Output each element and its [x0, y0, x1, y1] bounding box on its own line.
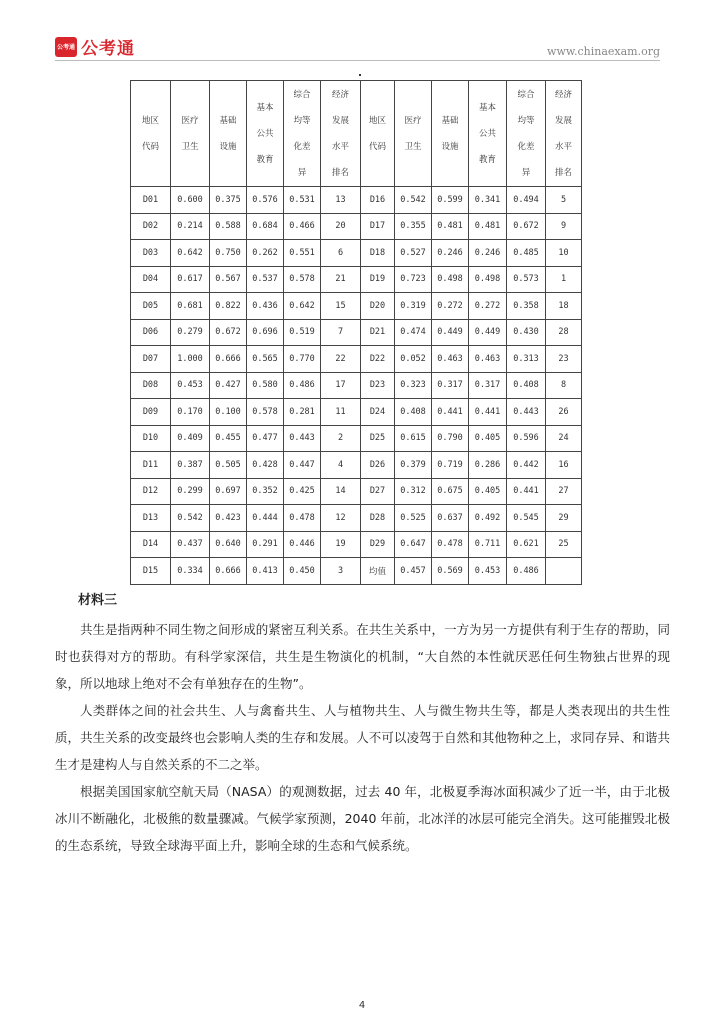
table-cell: D01: [131, 187, 171, 214]
table-cell: 0.481: [469, 213, 507, 240]
table-cell: D17: [361, 213, 395, 240]
table-cell: 0.478: [284, 505, 321, 532]
table-cell: 0.599: [432, 187, 469, 214]
table-cell: 1: [546, 266, 582, 293]
table-cell: 19: [321, 531, 361, 558]
table-cell: 0.341: [469, 187, 507, 214]
table-cell: D25: [361, 425, 395, 452]
table-cell: 0.486: [284, 372, 321, 399]
table-cell: 0.770: [284, 346, 321, 373]
table-cell: 3: [321, 558, 361, 585]
table-cell: 0.358: [507, 293, 546, 320]
table-cell: 0.214: [171, 213, 210, 240]
table-cell: 0.750: [210, 240, 247, 267]
table-cell: 0.430: [507, 319, 546, 346]
table-cell: 29: [546, 505, 582, 532]
table-cell: 0.319: [395, 293, 432, 320]
table-cell: 0.498: [432, 266, 469, 293]
table-cell: 0.565: [247, 346, 284, 373]
table-cell: 23: [546, 346, 582, 373]
table-body: [131, 187, 582, 585]
table-cell: D19: [361, 266, 395, 293]
table-cell: 0.684: [247, 213, 284, 240]
table-cell: 0.317: [432, 372, 469, 399]
table-cell: 0.281: [284, 399, 321, 426]
table-cell: 0.578: [247, 399, 284, 426]
table-cell: 0.463: [432, 346, 469, 373]
table-cell: 8: [546, 372, 582, 399]
table-cell: 0.246: [469, 240, 507, 267]
table-cell: 0.822: [210, 293, 247, 320]
column-header: 基础 设施: [210, 81, 247, 187]
table-row: [131, 346, 582, 373]
table-cell: 0.427: [210, 372, 247, 399]
table-cell: 0.262: [247, 240, 284, 267]
table-cell: 0.387: [171, 452, 210, 479]
site-url[interactable]: www.chinaexam.org: [547, 45, 660, 58]
table-cell: 0.100: [210, 399, 247, 426]
table-cell: 0.637: [432, 505, 469, 532]
table-cell: D09: [131, 399, 171, 426]
table-cell: 0.519: [284, 319, 321, 346]
table-cell: D18: [361, 240, 395, 267]
table-cell: 0.355: [395, 213, 432, 240]
table-cell: 0.246: [432, 240, 469, 267]
table-cell: 0.567: [210, 266, 247, 293]
table-cell: D07: [131, 346, 171, 373]
table-cell: 0.481: [432, 213, 469, 240]
table-cell: 0.405: [469, 425, 507, 452]
table-cell: 21: [321, 266, 361, 293]
table-cell: 18: [546, 293, 582, 320]
table-cell: 0.485: [507, 240, 546, 267]
table-cell: 0.286: [469, 452, 507, 479]
table-cell: 0.478: [432, 531, 469, 558]
table-cell: 28: [546, 319, 582, 346]
column-header: 经济 发展 水平 排名: [321, 81, 361, 187]
table-cell: 0.291: [247, 531, 284, 558]
table-cell: D22: [361, 346, 395, 373]
table-cell: D21: [361, 319, 395, 346]
table-row: [131, 425, 582, 452]
table-cell: 10: [546, 240, 582, 267]
table-cell: D23: [361, 372, 395, 399]
table-cell: 0.463: [469, 346, 507, 373]
table-cell: 0.494: [507, 187, 546, 214]
table-cell: D11: [131, 452, 171, 479]
table-row: [131, 293, 582, 320]
table-cell: 0.352: [247, 478, 284, 505]
table-cell: 1.000: [171, 346, 210, 373]
table-cell: 0.525: [395, 505, 432, 532]
table-cell: 2: [321, 425, 361, 452]
table-cell: 0.527: [395, 240, 432, 267]
table-cell: 26: [546, 399, 582, 426]
table-cell: 0.375: [210, 187, 247, 214]
table-cell: 5: [546, 187, 582, 214]
table-cell: D06: [131, 319, 171, 346]
table-cell: 均值: [361, 558, 395, 585]
table-cell: 0.446: [284, 531, 321, 558]
table-cell: 0.642: [171, 240, 210, 267]
table-cell: D14: [131, 531, 171, 558]
table-cell: 0.600: [171, 187, 210, 214]
table-cell: 0.436: [247, 293, 284, 320]
table-cell: 0.408: [395, 399, 432, 426]
paragraph: 人类群体之间的社会共生、人与禽畜共生、人与植物共生、人与微生物共生等，都是人类表现出的共生性质，共生关系的改变最终也会影响人类的生存和发展。人不可以凌驾于自然和其他物种之上，求同存异、和谐共生才是建构人与自然关系的不二之举。: [55, 703, 670, 772]
table-cell: 0.443: [284, 425, 321, 452]
table-row: [131, 187, 582, 214]
brand-logo[interactable]: [55, 34, 135, 59]
table-cell: 0.672: [507, 213, 546, 240]
table-row: [131, 531, 582, 558]
table-cell: 4: [321, 452, 361, 479]
table-cell: 20: [321, 213, 361, 240]
table-cell: D04: [131, 266, 171, 293]
table-row: [131, 213, 582, 240]
table-cell: 0.413: [247, 558, 284, 585]
table-cell: 0.408: [507, 372, 546, 399]
paragraph: 共生是指两种不同生物之间形成的紧密互利关系。在共生关系中，一方为另一方提供有利于生存的帮助，同时也获得对方的帮助。有科学家深信，共生是生物演化的机制，“大自然的本性就厌恶任何生物独占世界的现象，所以地球上绝对不会有单独存在的生物”。: [55, 622, 670, 691]
table-cell: 0.441: [507, 478, 546, 505]
table-cell: 0.545: [507, 505, 546, 532]
table-cell: 16: [546, 452, 582, 479]
table-cell: 0.409: [171, 425, 210, 452]
table-cell: 0.428: [247, 452, 284, 479]
table-row: [131, 319, 582, 346]
table-cell: 17: [321, 372, 361, 399]
table-cell: 0.542: [171, 505, 210, 532]
table-cell: D10: [131, 425, 171, 452]
table-cell: 0.477: [247, 425, 284, 452]
table-cell: [546, 558, 582, 585]
table-cell: 0.449: [469, 319, 507, 346]
table-cell: 0.486: [507, 558, 546, 585]
column-header: 医疗 卫生: [171, 81, 210, 187]
paragraph: 根据美国国家航空航天局（NASA）的观测数据，过去 40 年，北极夏季海冰面积减少了近一半，由于北极冰川不断融化，北极熊的数量骤减。气候学家预测，2040 年前，北冰洋的冰层可能完全消失。这可能摧毁北极的生态系统，导致全球海平面上升，影响全球的生态和气候系统。: [55, 784, 670, 853]
table-cell: 0.405: [469, 478, 507, 505]
table-cell: 0.537: [247, 266, 284, 293]
column-header: 地区 代码: [361, 81, 395, 187]
table-cell: 0.596: [507, 425, 546, 452]
table-cell: 0.317: [469, 372, 507, 399]
page-header: [0, 0, 724, 62]
table-cell: 13: [321, 187, 361, 214]
table-cell: 0.437: [171, 531, 210, 558]
table-cell: 0.578: [284, 266, 321, 293]
table-cell: 0.323: [395, 372, 432, 399]
table-cell: 0.474: [395, 319, 432, 346]
page-number: 4: [358, 1000, 366, 1011]
table-cell: 24: [546, 425, 582, 452]
table-cell: 0.790: [432, 425, 469, 452]
column-header: 医疗 卫生: [395, 81, 432, 187]
table-cell: 11: [321, 399, 361, 426]
table-cell: 0.588: [210, 213, 247, 240]
table-cell: 0.675: [432, 478, 469, 505]
table-cell: 12: [321, 505, 361, 532]
table-cell: D03: [131, 240, 171, 267]
table-cell: 0.441: [432, 399, 469, 426]
column-header: 综合 均等 化差 异: [284, 81, 321, 187]
table-cell: 0.672: [210, 319, 247, 346]
table-row: [131, 399, 582, 426]
table-cell: 0.444: [247, 505, 284, 532]
column-header: 地区 代码: [131, 81, 171, 187]
header-divider: [55, 60, 660, 61]
table-cell: 0.453: [171, 372, 210, 399]
table-cell: 0.642: [284, 293, 321, 320]
table-cell: 0.505: [210, 452, 247, 479]
column-header: 基本 公共 教育: [247, 81, 284, 187]
data-table: [130, 80, 582, 585]
table-cell: 0.457: [395, 558, 432, 585]
table-cell: 0.551: [284, 240, 321, 267]
table-cell: 0.423: [210, 505, 247, 532]
table-cell: 0.617: [171, 266, 210, 293]
table-cell: D13: [131, 505, 171, 532]
table-row: [131, 452, 582, 479]
table-cell: 0.696: [247, 319, 284, 346]
table-cell: 0.647: [395, 531, 432, 558]
table-cell: 0.697: [210, 478, 247, 505]
table-cell: 0.425: [284, 478, 321, 505]
table-cell: 0.640: [210, 531, 247, 558]
table-cell: 0.449: [432, 319, 469, 346]
table-cell: D27: [361, 478, 395, 505]
table-cell: 0.573: [507, 266, 546, 293]
table-cell: 0.272: [469, 293, 507, 320]
table-cell: 0.379: [395, 452, 432, 479]
table-cell: 25: [546, 531, 582, 558]
table-cell: 14: [321, 478, 361, 505]
stray-dot: [359, 74, 361, 76]
table-cell: 0.615: [395, 425, 432, 452]
section-title: 材料三: [78, 593, 118, 608]
table-cell: 0.531: [284, 187, 321, 214]
table-cell: 0.569: [432, 558, 469, 585]
table-cell: 0.313: [507, 346, 546, 373]
table-cell: 0.447: [284, 452, 321, 479]
table-cell: 0.498: [469, 266, 507, 293]
table-cell: 15: [321, 293, 361, 320]
table-cell: D08: [131, 372, 171, 399]
table-cell: 0.052: [395, 346, 432, 373]
column-header: 基础 设施: [432, 81, 469, 187]
column-header: 基本 公共 教育: [469, 81, 507, 187]
table-cell: 0.621: [507, 531, 546, 558]
table-cell: 0.719: [432, 452, 469, 479]
table-cell: 0.441: [469, 399, 507, 426]
table-cell: 0.542: [395, 187, 432, 214]
table-cell: 0.666: [210, 558, 247, 585]
table-cell: 0.442: [507, 452, 546, 479]
table-row: [131, 240, 582, 267]
table-cell: 0.455: [210, 425, 247, 452]
table-cell: 0.334: [171, 558, 210, 585]
table-header-row: [131, 81, 582, 187]
table-cell: 7: [321, 319, 361, 346]
table-cell: 0.492: [469, 505, 507, 532]
table-cell: 0.681: [171, 293, 210, 320]
table-cell: 9: [546, 213, 582, 240]
column-header: 综合 均等 化差 异: [507, 81, 546, 187]
table-cell: D15: [131, 558, 171, 585]
table-cell: 0.723: [395, 266, 432, 293]
logo-text: 公考通: [81, 39, 135, 59]
table-cell: D05: [131, 293, 171, 320]
table-row: [131, 505, 582, 532]
table-cell: D26: [361, 452, 395, 479]
table-cell: 0.443: [507, 399, 546, 426]
material-section: [55, 590, 670, 859]
table-cell: 0.711: [469, 531, 507, 558]
table-cell: 27: [546, 478, 582, 505]
table-cell: D16: [361, 187, 395, 214]
table-cell: 0.453: [469, 558, 507, 585]
table-row: [131, 478, 582, 505]
table-cell: 0.450: [284, 558, 321, 585]
table-cell: D20: [361, 293, 395, 320]
table-row: [131, 266, 582, 293]
table-cell: 0.666: [210, 346, 247, 373]
table-cell: 0.576: [247, 187, 284, 214]
table-cell: 6: [321, 240, 361, 267]
table-cell: 0.312: [395, 478, 432, 505]
table-cell: 22: [321, 346, 361, 373]
table-cell: D02: [131, 213, 171, 240]
column-header: 经济 发展 水平 排名: [546, 81, 582, 187]
table-cell: 0.580: [247, 372, 284, 399]
table-cell: D28: [361, 505, 395, 532]
table-cell: D29: [361, 531, 395, 558]
table-row: [131, 372, 582, 399]
table-row: [131, 558, 582, 585]
table-cell: 0.170: [171, 399, 210, 426]
table-cell: D12: [131, 478, 171, 505]
table-cell: 0.272: [432, 293, 469, 320]
table-cell: 0.299: [171, 478, 210, 505]
logo-badge-icon: 公考通: [55, 37, 77, 57]
table-cell: 0.466: [284, 213, 321, 240]
table-cell: 0.279: [171, 319, 210, 346]
table-cell: D24: [361, 399, 395, 426]
